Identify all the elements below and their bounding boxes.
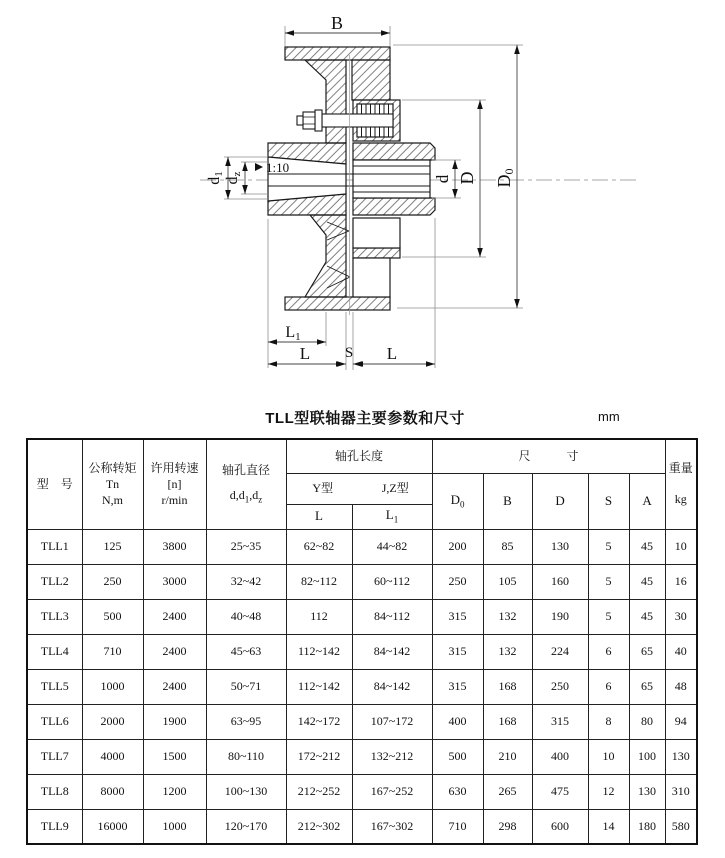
- cell: 212~252: [286, 774, 352, 809]
- wheel-right-column: [352, 60, 390, 100]
- bolt-shaft: [322, 114, 393, 127]
- torque-line3: N,m: [102, 492, 123, 507]
- col-header-types: [286, 473, 432, 504]
- speed-line2: [n]: [167, 476, 182, 491]
- col-header-bore-dia: [206, 439, 286, 529]
- cell: TLL5: [27, 669, 82, 704]
- cell: 12: [588, 774, 629, 809]
- cell: 48: [665, 669, 697, 704]
- dim-label-s: S: [344, 345, 354, 361]
- cell: 10: [665, 529, 697, 564]
- y-type-label: Y型: [312, 481, 334, 495]
- bolt-tip: [297, 116, 303, 125]
- right-flange-bottom: [353, 198, 435, 215]
- cell: 160: [532, 564, 588, 599]
- cell: TLL6: [27, 704, 82, 739]
- torque-line1: 公称转矩: [88, 460, 137, 475]
- cell: 172~212: [286, 739, 352, 774]
- cell: 80: [629, 704, 665, 739]
- cell: 210: [483, 739, 532, 774]
- speed-line3: r/min: [161, 492, 188, 507]
- cell: 132: [483, 599, 532, 634]
- cell: 82~112: [286, 564, 352, 599]
- col-header-dimensions: 尺 寸: [432, 439, 665, 473]
- cell: 212~302: [286, 809, 352, 844]
- cell: 710: [82, 634, 143, 669]
- bore-dia-symbols: $d,d_1,d_z$: [229, 487, 263, 505]
- cell: 65: [629, 634, 665, 669]
- table-row-tll4: [27, 634, 697, 669]
- cell: 3000: [143, 564, 206, 599]
- cell: TLL8: [27, 774, 82, 809]
- cell: 200: [432, 529, 483, 564]
- cell: 580: [665, 809, 697, 844]
- col-header-d: D: [532, 473, 588, 529]
- dim-label-b: B: [330, 13, 344, 33]
- cell: TLL7: [27, 739, 82, 774]
- dim-label-d1: d1: [206, 171, 225, 185]
- table-row-tll9: [27, 809, 697, 844]
- cell: 2000: [82, 704, 143, 739]
- cell: 45: [629, 529, 665, 564]
- col-header-l1: $L_1$: [352, 504, 432, 529]
- cell: 63~95: [206, 704, 286, 739]
- cell: 5: [588, 599, 629, 634]
- cell: 85: [483, 529, 532, 564]
- dim-label-l-left: L: [299, 344, 311, 363]
- cell: 500: [432, 739, 483, 774]
- cell: 315: [432, 599, 483, 634]
- table-row-tll3: [27, 599, 697, 634]
- cell: 600: [532, 809, 588, 844]
- jz-type-label: J,Z型: [381, 481, 409, 495]
- weight-label: 重量: [668, 461, 693, 476]
- col-header-l: L: [286, 504, 352, 529]
- cell: 315: [432, 669, 483, 704]
- cell: 45: [629, 599, 665, 634]
- cell: 250: [532, 669, 588, 704]
- table-unit: mm: [598, 409, 620, 424]
- cell: 315: [532, 704, 588, 739]
- col-header-model: 型 号: [27, 439, 82, 529]
- cell: 190: [532, 599, 588, 634]
- cell: TLL3: [27, 599, 82, 634]
- col-header-s: S: [588, 473, 629, 529]
- col-header-a: A: [629, 473, 665, 529]
- cell: 310: [665, 774, 697, 809]
- table-row-tll8: [27, 774, 697, 809]
- cell: 298: [483, 809, 532, 844]
- cell: 630: [432, 774, 483, 809]
- speed-line1: 许用转速: [150, 460, 199, 475]
- col-header-speed: [143, 439, 206, 529]
- cell: 167~302: [352, 809, 432, 844]
- cell: 84~112: [352, 599, 432, 634]
- cell: 132~212: [352, 739, 432, 774]
- cell: 84~142: [352, 669, 432, 704]
- cell: 400: [432, 704, 483, 739]
- wheel-bottom-rim: [285, 297, 390, 310]
- table-title: TLL型联轴器主要参数和尺寸: [265, 410, 465, 427]
- cell: 1000: [143, 809, 206, 844]
- cell: 25~35: [206, 529, 286, 564]
- cell: 5: [588, 529, 629, 564]
- table-row-tll6: [27, 704, 697, 739]
- torque-line2: Tn: [105, 476, 120, 491]
- cell: 14: [588, 809, 629, 844]
- cell: 3800: [143, 529, 206, 564]
- table-title-bar: [0, 404, 725, 430]
- cell: 105: [483, 564, 532, 599]
- cell: 224: [532, 634, 588, 669]
- dim-label-dz: dz: [224, 171, 243, 185]
- cell: 168: [483, 669, 532, 704]
- dim-label-l1: L1: [285, 324, 301, 343]
- cell: 112: [286, 599, 352, 634]
- taper-label: 1:10: [266, 160, 290, 175]
- dim-label-d-flange: D: [457, 171, 477, 185]
- dim-label-d0: D0: [494, 168, 516, 188]
- taper-arrow-icon: [255, 163, 263, 171]
- cell: 2400: [143, 599, 206, 634]
- lower-housing-body: [353, 218, 400, 248]
- cell: 265: [483, 774, 532, 809]
- cell: 130: [532, 529, 588, 564]
- cell: 6: [588, 669, 629, 704]
- col-header-b: B: [483, 473, 532, 529]
- cell: 62~82: [286, 529, 352, 564]
- cell: TLL9: [27, 809, 82, 844]
- cell: 45: [629, 564, 665, 599]
- dim-label-l-right: L: [386, 344, 398, 363]
- cell: 167~252: [352, 774, 432, 809]
- cell: 2400: [143, 669, 206, 704]
- cell: 30: [665, 599, 697, 634]
- table-row-tll7: [27, 739, 697, 774]
- lower-right-block: [353, 258, 390, 297]
- cell: 8000: [82, 774, 143, 809]
- cell: 65: [629, 669, 665, 704]
- cell: 315: [432, 634, 483, 669]
- cell: 4000: [82, 739, 143, 774]
- cell: 120~170: [206, 809, 286, 844]
- col-header-torque: [82, 439, 143, 529]
- right-flange-top: [353, 143, 435, 160]
- cell: 1500: [143, 739, 206, 774]
- cell: 44~82: [352, 529, 432, 564]
- cell: 125: [82, 529, 143, 564]
- cell: 250: [82, 564, 143, 599]
- cell: 400: [532, 739, 588, 774]
- cell: 500: [82, 599, 143, 634]
- cell: 5: [588, 564, 629, 599]
- col-header-bore-length: 轴孔长度: [286, 439, 432, 473]
- cell: 130: [629, 774, 665, 809]
- cell: 168: [483, 704, 532, 739]
- cell: 94: [665, 704, 697, 739]
- cell: 132: [483, 634, 532, 669]
- wheel-top-rim: [285, 47, 390, 60]
- table-row-tll2: [27, 564, 697, 599]
- cell: 40~48: [206, 599, 286, 634]
- bolt-hex-head: [303, 112, 315, 129]
- wheel-web-upper: [305, 60, 346, 143]
- cell: 80~110: [206, 739, 286, 774]
- table-row-tll5: [27, 669, 697, 704]
- cell: 84~142: [352, 634, 432, 669]
- cell: 2400: [143, 634, 206, 669]
- cell: 16000: [82, 809, 143, 844]
- cell: 112~142: [286, 669, 352, 704]
- table-row-tll1: [27, 529, 697, 564]
- cell: 475: [532, 774, 588, 809]
- header-row-1: [27, 439, 697, 473]
- weight-unit: kg: [674, 492, 687, 507]
- cell: 8: [588, 704, 629, 739]
- cell: 50~71: [206, 669, 286, 704]
- cell: 1200: [143, 774, 206, 809]
- cell: TLL1: [27, 529, 82, 564]
- lower-housing-strip: [353, 248, 400, 258]
- cell: 100~130: [206, 774, 286, 809]
- cell: 100: [629, 739, 665, 774]
- bolt-washer: [315, 110, 322, 131]
- cell: 250: [432, 564, 483, 599]
- cell: 6: [588, 634, 629, 669]
- cell: 130: [665, 739, 697, 774]
- cell: TLL2: [27, 564, 82, 599]
- cell: TLL4: [27, 634, 82, 669]
- cell: 112~142: [286, 634, 352, 669]
- bore-dia-title: 轴孔直径: [221, 462, 270, 477]
- cell: 32~42: [206, 564, 286, 599]
- cell: 180: [629, 809, 665, 844]
- col-header-weight: [665, 439, 697, 529]
- cell: 1000: [82, 669, 143, 704]
- cell: 142~172: [286, 704, 352, 739]
- coupling-spec-table: [26, 438, 698, 845]
- dim-label-d-bore: d: [433, 174, 452, 184]
- cell: 107~172: [352, 704, 432, 739]
- cell: 60~112: [352, 564, 432, 599]
- cell: 10: [588, 739, 629, 774]
- cell: 710: [432, 809, 483, 844]
- col-header-d0: $D_0$: [432, 473, 483, 529]
- cell: 40: [665, 634, 697, 669]
- cell: 1900: [143, 704, 206, 739]
- cell: 45~63: [206, 634, 286, 669]
- cell: 16: [665, 564, 697, 599]
